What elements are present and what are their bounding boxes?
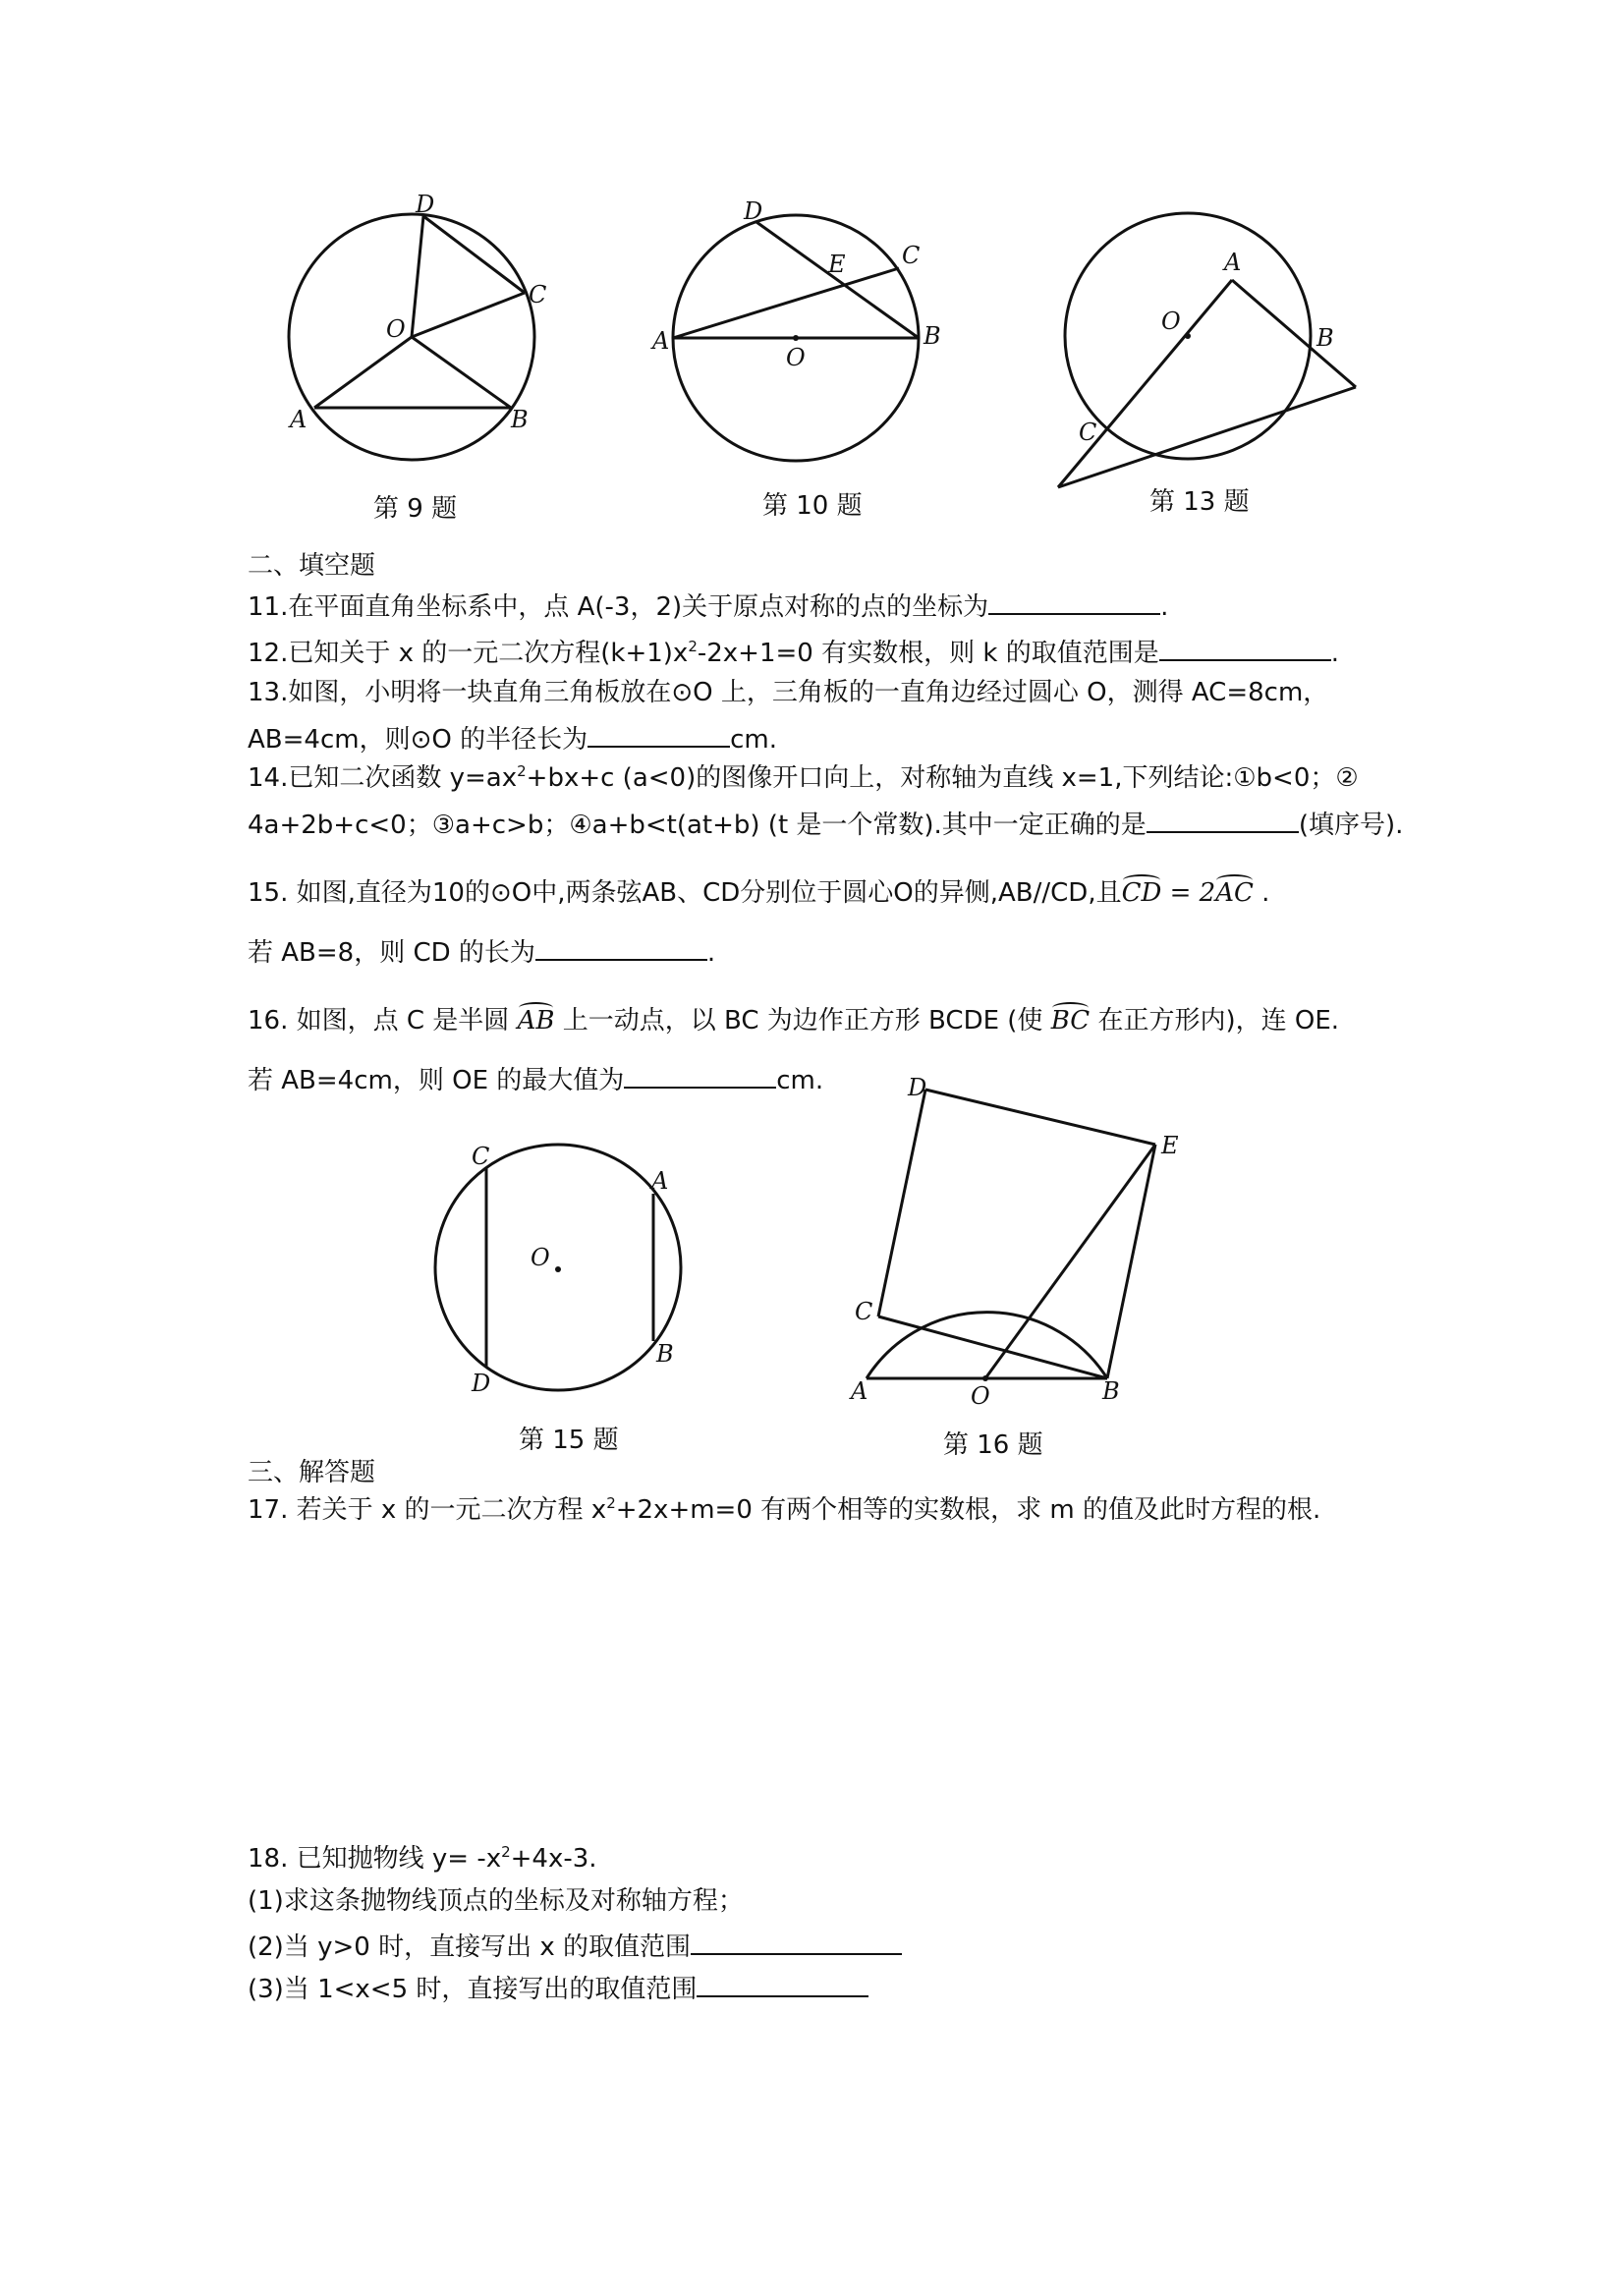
label-A: A xyxy=(652,327,670,355)
figure-15 xyxy=(413,1140,707,1405)
question-16-line-1: 16. 如图，点 C 是半圆 AB 上一动点，以 BC 为边作正方形 BCDE (使 BC 在正方形内)，连 OE. xyxy=(248,1000,1339,1037)
label-O: O xyxy=(531,1244,550,1271)
label-C: C xyxy=(472,1143,490,1170)
section-2-title: 二、填空题 xyxy=(248,551,376,581)
arc-AC: AC xyxy=(1215,872,1254,910)
label-O: O xyxy=(386,315,406,343)
label-A: A xyxy=(651,1167,669,1195)
question-11: 11.在平面直角坐标系中，点 A(-3，2)关于原点对称的点的坐标为 . xyxy=(248,588,1168,624)
question-13-line-2: AB=4cm，则⊙O 的半径长为 cm. xyxy=(248,720,777,756)
question-13-line-1: 13.如图，小明将一块直角三角板放在⊙O 上，三角板的一直角边经过圆心 O，测得 AC=8cm， xyxy=(248,678,1329,707)
answer-blank xyxy=(697,1970,868,1997)
label-E: E xyxy=(1161,1132,1179,1159)
answer-blank xyxy=(988,588,1160,615)
question-18-part-2: (2)当 y>0 时，直接写出 x 的取值范围 xyxy=(248,1928,902,1964)
figure-13 xyxy=(1041,206,1375,501)
answer-blank xyxy=(588,720,730,748)
answer-blank xyxy=(1147,806,1299,833)
label-O: O xyxy=(1161,308,1181,335)
label-B: B xyxy=(1316,324,1334,352)
answer-blank xyxy=(1159,634,1331,661)
label-C: C xyxy=(902,242,921,269)
caption-fig13: 第 13 题 xyxy=(1149,487,1250,517)
question-14-line-1: 14.已知二次函数 $y=ax^2+bx+c$ (a<0)的图像开口向上，对称轴为直线 x=1,下列结论:①b<0；② xyxy=(248,762,1359,793)
question-14-line-2: 4a+2b+c<0；③a+c>b；④a+b<t(at+b) (t 是一个常数).其中一定正确的是 (填序号). xyxy=(248,806,1403,842)
section-3-title: 三、解答题 xyxy=(248,1458,376,1487)
label-O: O xyxy=(971,1382,990,1410)
label-D: D xyxy=(416,191,435,218)
question-15-line-2: 若 AB=8，则 CD 的长为 . xyxy=(248,933,715,970)
label-A: A xyxy=(1224,249,1242,276)
label-O: O xyxy=(786,344,806,371)
answer-blank xyxy=(691,1928,902,1955)
label-A: A xyxy=(290,406,308,433)
figure-16 xyxy=(845,1076,1199,1410)
caption-fig16: 第 16 题 xyxy=(943,1430,1043,1460)
label-B: B xyxy=(511,406,529,433)
question-18-part-3: (3)当 1<x<5 时，直接写出的取值范围 xyxy=(248,1970,868,2006)
label-D: D xyxy=(472,1370,491,1397)
figure-10 xyxy=(648,196,953,462)
caption-fig15: 第 15 题 xyxy=(519,1426,619,1455)
label-C: C xyxy=(1079,419,1097,446)
label-E: E xyxy=(828,251,846,278)
label-B: B xyxy=(1102,1377,1120,1405)
answer-blank xyxy=(535,933,707,961)
question-15-line-1: 15. 如图,直径为10的⊙O中,两条弦AB、CD分别位于圆心O的异侧,AB//CD,且CD = 2AC . xyxy=(248,872,1269,910)
question-12: 12.已知关于 x 的一元二次方程$(k+1)x^2-2x+1=0$ 有实数根，则 k 的取值范围是 . xyxy=(248,634,1339,670)
question-16-line-2: 若 AB=4cm，则 OE 的最大值为 cm. xyxy=(248,1061,823,1097)
question-17: 17. 若关于 x 的一元二次方程 $x^2+2x+m=0$ 有两个相等的实数根，求 m 的值及此时方程的根. xyxy=(248,1494,1321,1525)
arc-CD: CD xyxy=(1122,872,1162,910)
label-B: B xyxy=(923,322,941,350)
label-D: D xyxy=(744,197,763,225)
label-D: D xyxy=(908,1074,927,1101)
figure-9 xyxy=(275,187,570,491)
caption-fig10: 第 10 题 xyxy=(762,491,863,521)
question-18: 18. 已知抛物线 $y= -x^2+4x-3$. xyxy=(248,1843,597,1874)
question-18-part-1: (1)求这条抛物线顶点的坐标及对称轴方程； xyxy=(248,1886,744,1916)
caption-fig9: 第 9 题 xyxy=(373,494,458,524)
arc-AB: AB xyxy=(518,1000,555,1037)
label-A: A xyxy=(851,1377,868,1405)
label-C: C xyxy=(855,1298,873,1325)
label-C: C xyxy=(529,281,547,308)
label-B: B xyxy=(656,1340,674,1368)
answer-blank xyxy=(624,1061,776,1089)
arc-BC: BC xyxy=(1051,1000,1090,1037)
